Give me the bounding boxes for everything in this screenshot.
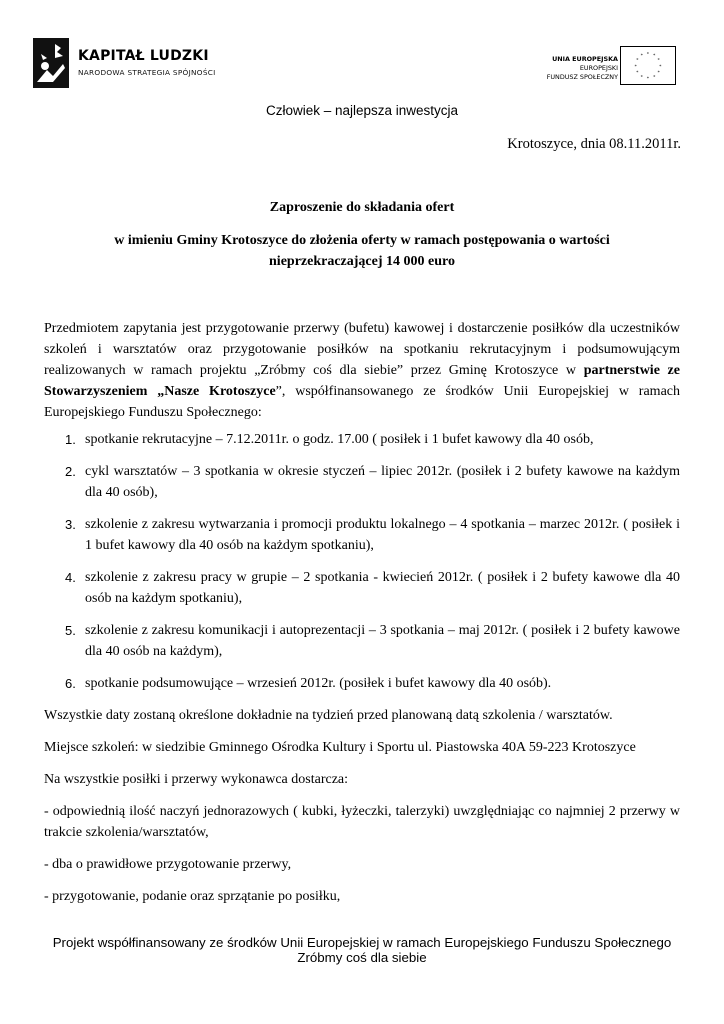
- svg-text:*: *: [640, 54, 644, 60]
- supplier-item: - dba o prawidłowe przygotowanie przerwy,: [44, 857, 292, 872]
- list-item-text: cykl warsztatów – 3 spotkania w okresie styczeń – lipiec 2012r. (posiłek i 2 bufety kawowe na każdym dla 40 osób),: [85, 464, 680, 500]
- list-item: [44, 620, 680, 662]
- footer-line-1: Projekt współfinansowany ze środków Unii Europejskiej w ramach Europejskiego Funduszu Społecznego: [52, 935, 672, 950]
- list-item: [44, 567, 680, 609]
- eu-flag-icon: [620, 46, 676, 85]
- dates-note: Wszystkie daty zostaną określone dokładnie na tydzień przed planowaną datą szkolenia / warsztatów.: [44, 708, 613, 723]
- list-item: [44, 461, 680, 503]
- svg-text:*: *: [657, 71, 660, 77]
- kapital-ludzki-title: KAPITAŁ LUDZKI: [78, 48, 209, 64]
- list-item: [44, 673, 680, 694]
- list-item-text: spotkanie rekrutacyjne – 7.12.2011r. o godz. 17.00 ( posiłek i 1 bufet kawowy dla 40 osób,: [85, 432, 594, 447]
- title-line-3: nieprzekraczającej 14 000 euro: [269, 254, 455, 269]
- list-item-number: 4.: [65, 570, 76, 585]
- svg-text:*: *: [657, 58, 660, 64]
- list-item-text: szkolenie z zakresu wytwarzania i promocji produktu lokalnego – 4 spotkania – marzec 2012r. ( posiłek i 1 bufet kawowy dla 40 osób na każdym spotkaniu),: [85, 517, 680, 553]
- list-item-number: 5.: [65, 623, 76, 638]
- supplier-item: - odpowiednią ilość naczyń jednorazowych ( kubki, łyżeczki, talerzyki) uwzględniając co najmniej 2 przerwy w trakcie szkolenia/warsztatów,: [44, 804, 680, 840]
- meetings-list: [44, 429, 680, 694]
- svg-text:*: *: [652, 75, 656, 81]
- kapital-ludzki-subtitle: NARODOWA STRATEGIA SPÓJNOŚCI: [78, 68, 216, 77]
- svg-text:*: *: [640, 75, 644, 81]
- motto: Człowiek – najlepsza inwestycja: [265, 103, 459, 118]
- kapital-ludzki-emblem-icon: [33, 38, 69, 88]
- list-item-number: 1.: [65, 432, 76, 447]
- supplier-item: - przygotowanie, podanie oraz sprzątanie po posiłku,: [44, 889, 341, 904]
- list-item-number: 3.: [65, 517, 76, 532]
- svg-text:*: *: [634, 64, 637, 70]
- footer-line-2: Zróbmy coś dla siebie: [297, 950, 427, 965]
- list-item: [44, 514, 680, 556]
- svg-text:*: *: [652, 54, 656, 60]
- title-line-2: w imieniu Gminy Krotoszyce do złożenia oferty w ramach postępowania o wartości: [114, 233, 610, 248]
- svg-text:*: *: [636, 71, 639, 77]
- svg-text:*: *: [646, 52, 650, 58]
- svg-text:*: *: [646, 77, 650, 83]
- document-title: [44, 200, 680, 272]
- list-item-number: 2.: [65, 464, 76, 479]
- intro-bold: partnerstwie ze Stowarzyszeniem „Nasze Krotoszyce: [44, 363, 680, 399]
- document-body: [44, 318, 680, 918]
- eu-line3: FUNDUSZ SPOŁECZNY: [546, 73, 618, 81]
- location-note: Miejsce szkoleń: w siedzibie Gminnego Ośrodka Kultury i Sportu ul. Piastowska 40A 59-223 Krotoszyce: [44, 740, 636, 755]
- document-date: Krotoszyce, dnia 08.11.2011r.: [507, 136, 681, 152]
- supplier-intro: Na wszystkie posiłki i przerwy wykonawca dostarcza:: [44, 772, 349, 787]
- list-item-text: szkolenie z zakresu komunikacji i autoprezentacji – 3 spotkania – maj 2012r. ( posiłek i 2 bufety kawowe dla 40 osób na każdym),: [85, 623, 680, 659]
- eu-logo: [526, 46, 676, 86]
- list-item-text: szkolenie z zakresu pracy w grupie – 2 spotkania - kwiecień 2012r. ( posiłek i 2 bufety kawowe dla 40 osób na każdym spotkaniu),: [85, 570, 680, 606]
- intro-text-2: ”, współfinansowanego ze środków Unii Europejskiej w ramach Europejskiego Funduszu Społecznego:: [44, 384, 680, 420]
- title-line-1: Zaproszenie do składania ofert: [269, 200, 455, 215]
- svg-text:*: *: [659, 64, 662, 70]
- intro-paragraph: [44, 318, 680, 423]
- intro-text-1: Przedmiotem zapytania jest przygotowanie przerwy (bufetu) kawowej i dostarczenie posiłków dla uczestników szkoleń i warsztatów oraz przygotowanie posiłków na spotkaniu rekrutacyjnym i podsumowującym realizowanych w ramach projektu „Zróbmy coś dla siebie” przez Gminę Krotoszyce w: [44, 321, 680, 378]
- list-item-text: spotkanie podsumowujące – wrzesień 2012r. (posiłek i bufet kawowy dla 40 osób).: [85, 676, 552, 691]
- svg-text:*: *: [636, 58, 639, 64]
- list-item: [44, 429, 680, 450]
- eu-logo-text: [547, 55, 618, 82]
- list-item-number: 6.: [65, 676, 76, 691]
- page-footer: [0, 935, 724, 965]
- eu-line1: UNIA EUROPEJSKA: [552, 55, 618, 63]
- eu-line2: EUROPEJSKI: [579, 64, 618, 72]
- kapital-ludzki-logo: [33, 38, 216, 92]
